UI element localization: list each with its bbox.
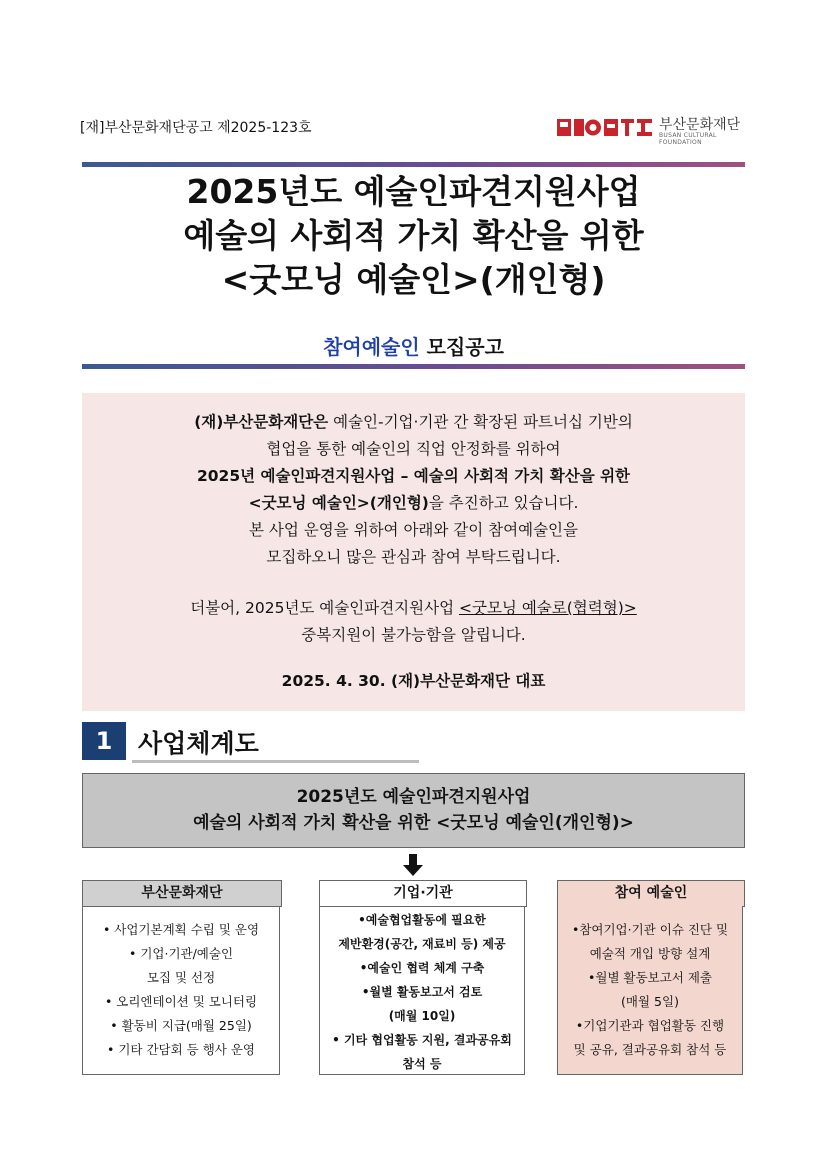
column-head-artist: 참여 예술인 bbox=[557, 880, 745, 907]
notice-line: 모집하오니 많은 관심과 참여 부탁드립니다. bbox=[266, 548, 561, 566]
notice-bold: <굿모닝 예술인>(개인형) bbox=[248, 494, 429, 512]
title-line-2: 예술의 사회적 가치 확산을 위한 bbox=[183, 216, 644, 255]
foundation-logo bbox=[557, 112, 747, 146]
section-title: 사업체계도 bbox=[138, 729, 259, 758]
logo-sub: BUSAN CULTURAL FOUNDATION bbox=[659, 132, 717, 146]
subtitle-rest: 모집공고 bbox=[419, 335, 504, 359]
list-item: 참석 등 bbox=[402, 1057, 442, 1071]
notice-date bbox=[82, 668, 745, 695]
logo-mark-icon bbox=[557, 116, 653, 138]
notice-line bbox=[82, 490, 745, 517]
list-item: • 활동비 지급(매월 25일) bbox=[110, 1018, 252, 1033]
notice-text: 더불어, 2025년도 예술인파견지원사업 bbox=[190, 599, 459, 617]
system-top-box bbox=[82, 773, 745, 848]
list-item: • 오리엔테이션 및 모니터링 bbox=[104, 994, 258, 1009]
column-head-company: 기업·기관 bbox=[319, 880, 527, 907]
notice-text: 예술인-기업·기관 간 확장된 파트너십 기반의 bbox=[328, 413, 633, 431]
list-item: (매월 10일) bbox=[388, 1009, 456, 1023]
notice-line bbox=[82, 595, 745, 622]
notice-line-bold: 2025년 예술인파견지원사업 – 예술의 사회적 가치 확산을 위한 bbox=[196, 467, 631, 485]
down-arrow-icon bbox=[400, 852, 426, 878]
section-underline bbox=[132, 760, 419, 763]
title-line-3: <굿모닝 예술인>(개인형) bbox=[221, 260, 606, 299]
section-number-badge: 1 bbox=[82, 722, 126, 760]
notice-line bbox=[82, 409, 745, 436]
notice-paragraph-1 bbox=[82, 409, 745, 571]
list-item: • 사업기본계획 수립 및 운영 bbox=[102, 922, 260, 937]
list-item: •월별 활동보고서 검토 bbox=[361, 985, 483, 999]
list-item: •기업기관과 협업활동 진행 bbox=[575, 1018, 725, 1033]
subtitle-highlight: 참여예술인 bbox=[323, 335, 420, 359]
list-item: 및 공유, 결과공유회 참석 등 bbox=[573, 1042, 727, 1057]
notice-line: 중복지원이 불가능함을 알립니다. bbox=[301, 626, 526, 644]
notice-paragraph-2 bbox=[82, 595, 745, 649]
notice-number: [재]부산문화재단공고 제2025-123호 bbox=[80, 120, 312, 136]
list-item: •예술협업활동에 필요한 bbox=[358, 913, 486, 927]
list-item: (매월 5일) bbox=[621, 994, 679, 1009]
list-item: 제반환경(공간, 재료비 등) 제공 bbox=[338, 937, 506, 951]
column-head-foundation: 부산문화재단 bbox=[82, 880, 282, 907]
top-divider bbox=[82, 162, 745, 167]
system-top-line-2: 예술의 사회적 가치 확산을 위한 <굿모닝 예술인(개인형)> bbox=[193, 813, 634, 833]
notice-underline: <굿모닝 예술로(협력형)> bbox=[459, 599, 637, 617]
list-item: •월별 활동보고서 제출 bbox=[588, 970, 712, 985]
subtitle bbox=[82, 331, 745, 360]
notice-box bbox=[82, 393, 745, 711]
notice-bold: (재)부산문화재단은 bbox=[194, 413, 329, 431]
column-body-foundation bbox=[82, 906, 280, 1075]
logo-name: 부산문화재단 bbox=[659, 117, 741, 133]
list-item: •참여기업·기관 이슈 진단 및 bbox=[571, 922, 729, 937]
list-item: • 기타 간담회 등 행사 운영 bbox=[107, 1042, 255, 1057]
list-item: • 기타 협업활동 지원, 결과공유회 bbox=[332, 1033, 512, 1047]
column-body-artist bbox=[557, 906, 743, 1075]
notice-line: 본 사업 운영을 위하여 아래와 같이 참여예술인을 bbox=[248, 521, 579, 539]
title-line-1: 2025년도 예술인파견지원사업 bbox=[186, 172, 641, 211]
list-item: • 기업·기관/예술인 bbox=[128, 946, 234, 961]
notice-line: 협업을 통한 예술인의 직업 안정화를 위하여 bbox=[266, 440, 561, 458]
column-body-company bbox=[319, 906, 525, 1075]
list-item: •예술인 협력 체계 구축 bbox=[359, 961, 485, 975]
notice-text: 을 추진하고 있습니다. bbox=[428, 494, 579, 512]
date-line: 2025. 4. 30. (재)부산문화재단 대표 bbox=[281, 672, 546, 690]
system-top-line-1: 2025년도 예술인파견지원사업 bbox=[296, 787, 531, 807]
list-item: 예술적 개입 방향 설계 bbox=[589, 946, 711, 961]
bottom-divider bbox=[82, 364, 745, 369]
list-item: 모집 및 선정 bbox=[146, 970, 216, 985]
